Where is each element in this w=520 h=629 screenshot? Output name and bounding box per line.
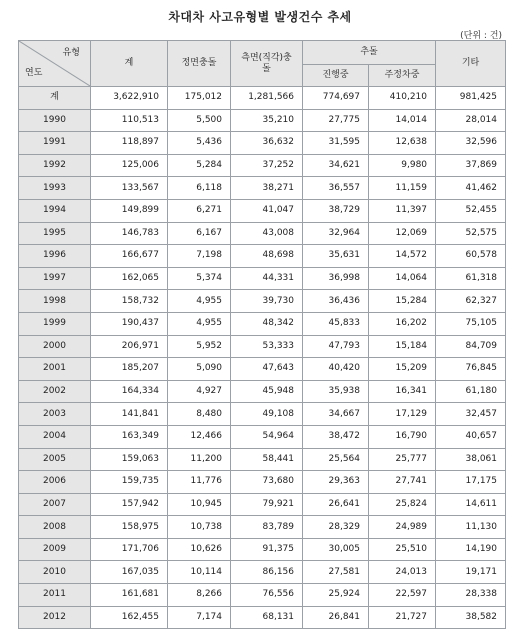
cell-head-on: 10,738 — [168, 516, 231, 539]
cell-year: 1998 — [19, 290, 91, 313]
cell-parked: 17,129 — [369, 403, 436, 426]
table-row — [19, 222, 506, 245]
cell-parked: 24,989 — [369, 516, 436, 539]
cell-other: 52,575 — [436, 222, 506, 245]
table-row — [19, 516, 506, 539]
cell-side: 37,252 — [231, 154, 303, 177]
cell-total: 162,455 — [91, 606, 168, 629]
cell-moving: 38,729 — [303, 199, 369, 222]
cell-side: 39,730 — [231, 290, 303, 313]
cell-head-on: 5,952 — [168, 335, 231, 358]
cell-total: 159,063 — [91, 448, 168, 471]
cell-parked: 14,064 — [369, 267, 436, 290]
cell-moving: 26,641 — [303, 493, 369, 516]
cell-head-on: 11,776 — [168, 471, 231, 494]
cell-side: 35,210 — [231, 109, 303, 132]
cell-head-on: 5,374 — [168, 267, 231, 290]
total-row — [19, 87, 506, 110]
cell-other: 60,578 — [436, 245, 506, 268]
cell-other: 14,190 — [436, 538, 506, 561]
cell-year: 1997 — [19, 267, 91, 290]
cell-moving: 26,841 — [303, 606, 369, 629]
cell-other: 76,845 — [436, 358, 506, 381]
cell-head-on: 5,436 — [168, 132, 231, 155]
cell-side: 45,948 — [231, 380, 303, 403]
cell-total: 159,735 — [91, 471, 168, 494]
cell-moving: 30,005 — [303, 538, 369, 561]
unit-label: (단위 : 건) — [460, 31, 502, 41]
cell-head-on: 4,955 — [168, 290, 231, 313]
cell-parked: 15,209 — [369, 358, 436, 381]
cell-moving: 34,621 — [303, 154, 369, 177]
cell-other: 75,105 — [436, 312, 506, 335]
cell-head-on: 5,284 — [168, 154, 231, 177]
cell-year: 2002 — [19, 380, 91, 403]
cell-total: 163,349 — [91, 425, 168, 448]
cell-side: 47,643 — [231, 358, 303, 381]
table-row — [19, 448, 506, 471]
cell-year: 2006 — [19, 471, 91, 494]
cell-moving: 25,564 — [303, 448, 369, 471]
cell-moving: 28,329 — [303, 516, 369, 539]
cell-moving: 29,363 — [303, 471, 369, 494]
cell-head-on: 6,167 — [168, 222, 231, 245]
table-row — [19, 403, 506, 426]
table-row — [19, 425, 506, 448]
header-other: 기타 — [436, 41, 506, 87]
cell-side: 44,331 — [231, 267, 303, 290]
header-year-label: 연도 — [25, 68, 43, 78]
table-row — [19, 154, 506, 177]
cell-head-on: 7,198 — [168, 245, 231, 268]
header-corner-cell — [19, 41, 91, 87]
cell-side: 68,131 — [231, 606, 303, 629]
cell-head-on: 12,466 — [168, 425, 231, 448]
cell-total: 118,897 — [91, 132, 168, 155]
cell-moving: 35,938 — [303, 380, 369, 403]
cell-head-on: 8,480 — [168, 403, 231, 426]
cell-head-on: 11,200 — [168, 448, 231, 471]
cell-total: 133,567 — [91, 177, 168, 200]
cell-parked: 15,184 — [369, 335, 436, 358]
cell-moving: 34,667 — [303, 403, 369, 426]
cell-parked: 24,013 — [369, 561, 436, 584]
cell-head-on: 4,955 — [168, 312, 231, 335]
cell-parked: 22,597 — [369, 584, 436, 607]
cell-side: 76,556 — [231, 584, 303, 607]
cell-total: 157,942 — [91, 493, 168, 516]
cell-total: 206,971 — [91, 335, 168, 358]
table-row — [19, 109, 506, 132]
cell-parked: 14,572 — [369, 245, 436, 268]
cell-side: 83,789 — [231, 516, 303, 539]
cell-parked: 25,824 — [369, 493, 436, 516]
cell-year: 1991 — [19, 132, 91, 155]
cell-side: 38,271 — [231, 177, 303, 200]
table-row — [19, 245, 506, 268]
cell-other: 62,327 — [436, 290, 506, 313]
header-side: 측면(직각)충돌 — [231, 41, 303, 87]
cell-parked: 14,014 — [369, 109, 436, 132]
table-row — [19, 538, 506, 561]
cell-moving: 32,964 — [303, 222, 369, 245]
cell-moving: 774,697 — [303, 87, 369, 110]
cell-year: 계 — [19, 87, 91, 110]
table-row — [19, 380, 506, 403]
cell-year: 2011 — [19, 584, 91, 607]
cell-head-on: 7,174 — [168, 606, 231, 629]
cell-moving: 36,998 — [303, 267, 369, 290]
table-row — [19, 471, 506, 494]
cell-head-on: 8,266 — [168, 584, 231, 607]
cell-side: 53,333 — [231, 335, 303, 358]
cell-year: 1993 — [19, 177, 91, 200]
cell-moving: 36,557 — [303, 177, 369, 200]
cell-total: 171,706 — [91, 538, 168, 561]
cell-parked: 16,790 — [369, 425, 436, 448]
cell-other: 14,611 — [436, 493, 506, 516]
cell-parked: 12,638 — [369, 132, 436, 155]
cell-year: 1992 — [19, 154, 91, 177]
cell-other: 32,596 — [436, 132, 506, 155]
cell-other: 38,582 — [436, 606, 506, 629]
table-header — [19, 41, 506, 87]
cell-head-on: 10,114 — [168, 561, 231, 584]
cell-other: 61,318 — [436, 267, 506, 290]
table-row — [19, 493, 506, 516]
cell-other: 40,657 — [436, 425, 506, 448]
cell-total: 158,975 — [91, 516, 168, 539]
cell-parked: 16,341 — [369, 380, 436, 403]
cell-head-on: 10,626 — [168, 538, 231, 561]
table-row — [19, 132, 506, 155]
cell-year: 2009 — [19, 538, 91, 561]
cell-other: 61,180 — [436, 380, 506, 403]
cell-total: 185,207 — [91, 358, 168, 381]
cell-head-on: 5,500 — [168, 109, 231, 132]
header-head-on: 정면충돌 — [168, 41, 231, 87]
cell-year: 1994 — [19, 199, 91, 222]
cell-moving: 36,436 — [303, 290, 369, 313]
table-row — [19, 584, 506, 607]
cell-total: 125,006 — [91, 154, 168, 177]
cell-total: 167,035 — [91, 561, 168, 584]
cell-parked: 9,980 — [369, 154, 436, 177]
table-row — [19, 199, 506, 222]
cell-side: 49,108 — [231, 403, 303, 426]
cell-year: 1999 — [19, 312, 91, 335]
cell-parked: 11,159 — [369, 177, 436, 200]
cell-side: 1,281,566 — [231, 87, 303, 110]
cell-year: 2001 — [19, 358, 91, 381]
cell-moving: 35,631 — [303, 245, 369, 268]
cell-total: 146,783 — [91, 222, 168, 245]
cell-parked: 15,284 — [369, 290, 436, 313]
cell-moving: 40,420 — [303, 358, 369, 381]
cell-side: 48,698 — [231, 245, 303, 268]
cell-other: 37,869 — [436, 154, 506, 177]
cell-other: 41,462 — [436, 177, 506, 200]
cell-other: 17,175 — [436, 471, 506, 494]
cell-side: 58,441 — [231, 448, 303, 471]
cell-head-on: 5,090 — [168, 358, 231, 381]
cell-side: 86,156 — [231, 561, 303, 584]
cell-total: 166,677 — [91, 245, 168, 268]
cell-year: 2004 — [19, 425, 91, 448]
cell-year: 2008 — [19, 516, 91, 539]
cell-moving: 47,793 — [303, 335, 369, 358]
cell-year: 2012 — [19, 606, 91, 629]
cell-year: 2003 — [19, 403, 91, 426]
cell-moving: 27,775 — [303, 109, 369, 132]
cell-head-on: 10,945 — [168, 493, 231, 516]
header-total: 계 — [91, 41, 168, 87]
cell-year: 2005 — [19, 448, 91, 471]
table-row — [19, 177, 506, 200]
cell-total: 3,622,910 — [91, 87, 168, 110]
cell-other: 28,338 — [436, 584, 506, 607]
cell-side: 91,375 — [231, 538, 303, 561]
cell-parked: 27,741 — [369, 471, 436, 494]
cell-total: 110,513 — [91, 109, 168, 132]
header-rear-parked: 주정차중 — [369, 65, 436, 87]
cell-year: 2007 — [19, 493, 91, 516]
table-title: 차대차 사고유형별 발생건수 추세 — [168, 10, 352, 24]
cell-head-on: 6,118 — [168, 177, 231, 200]
table-row — [19, 335, 506, 358]
cell-other: 38,061 — [436, 448, 506, 471]
cell-parked: 11,397 — [369, 199, 436, 222]
cell-total: 162,065 — [91, 267, 168, 290]
cell-year: 1990 — [19, 109, 91, 132]
table-row — [19, 606, 506, 629]
cell-moving: 38,472 — [303, 425, 369, 448]
cell-parked: 25,510 — [369, 538, 436, 561]
cell-year: 1995 — [19, 222, 91, 245]
cell-moving: 25,924 — [303, 584, 369, 607]
cell-side: 36,632 — [231, 132, 303, 155]
table-row — [19, 267, 506, 290]
cell-year: 2010 — [19, 561, 91, 584]
cell-other: 11,130 — [436, 516, 506, 539]
cell-total: 164,334 — [91, 380, 168, 403]
cell-parked: 16,202 — [369, 312, 436, 335]
cell-total: 190,437 — [91, 312, 168, 335]
cell-side: 73,680 — [231, 471, 303, 494]
cell-side: 54,964 — [231, 425, 303, 448]
cell-parked: 12,069 — [369, 222, 436, 245]
header-rear-end-group: 추돌 — [303, 41, 436, 65]
cell-side: 43,008 — [231, 222, 303, 245]
table-body — [19, 87, 506, 629]
cell-year: 1996 — [19, 245, 91, 268]
cell-total: 149,899 — [91, 199, 168, 222]
cell-total: 161,681 — [91, 584, 168, 607]
header-rear-moving: 진행중 — [303, 65, 369, 87]
cell-moving: 27,581 — [303, 561, 369, 584]
cell-side: 48,342 — [231, 312, 303, 335]
table-row — [19, 312, 506, 335]
cell-parked: 410,210 — [369, 87, 436, 110]
cell-parked: 21,727 — [369, 606, 436, 629]
cell-head-on: 175,012 — [168, 87, 231, 110]
cell-head-on: 6,271 — [168, 199, 231, 222]
cell-moving: 31,595 — [303, 132, 369, 155]
cell-other: 19,171 — [436, 561, 506, 584]
cell-other: 84,709 — [436, 335, 506, 358]
table-row — [19, 290, 506, 313]
cell-other: 981,425 — [436, 87, 506, 110]
header-type-label: 유형 — [62, 48, 80, 58]
cell-other: 28,014 — [436, 109, 506, 132]
table-row — [19, 561, 506, 584]
cell-total: 158,732 — [91, 290, 168, 313]
cell-other: 52,455 — [436, 199, 506, 222]
cell-parked: 25,777 — [369, 448, 436, 471]
cell-side: 41,047 — [231, 199, 303, 222]
cell-side: 79,921 — [231, 493, 303, 516]
cell-year: 2000 — [19, 335, 91, 358]
accident-type-table — [18, 40, 506, 629]
cell-other: 32,457 — [436, 403, 506, 426]
cell-total: 141,841 — [91, 403, 168, 426]
cell-moving: 45,833 — [303, 312, 369, 335]
table-row — [19, 358, 506, 381]
cell-head-on: 4,927 — [168, 380, 231, 403]
